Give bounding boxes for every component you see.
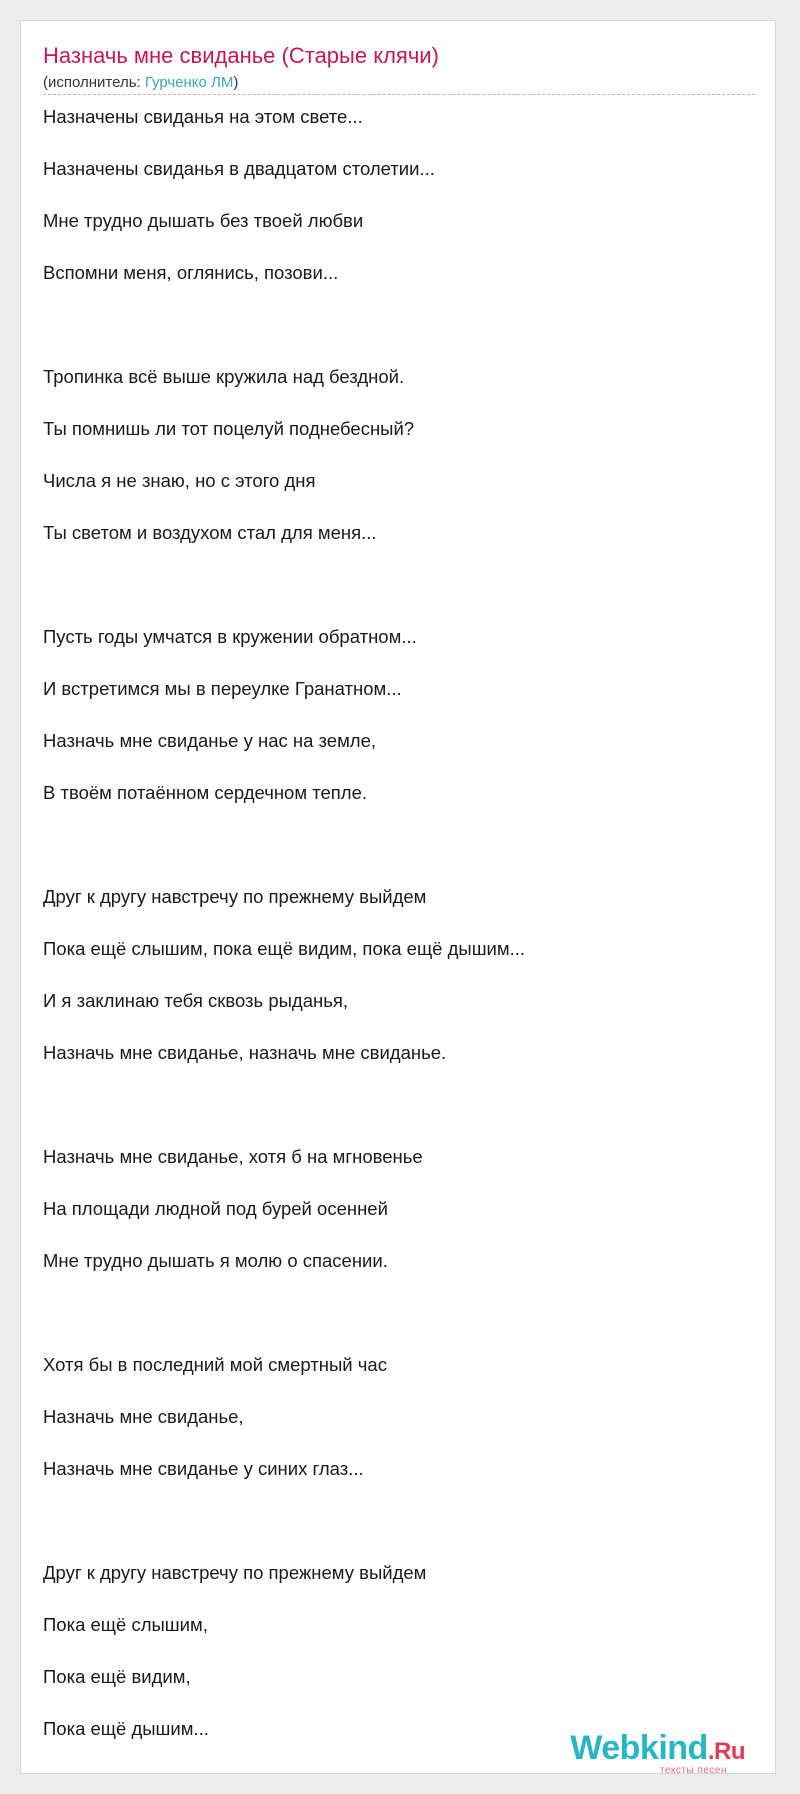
lyric-line: Хотя бы в последний мой смертный час bbox=[43, 1354, 387, 1375]
lyric-line: Пусть годы умчатся в кружении обратном... bbox=[43, 626, 417, 647]
stanza-gap bbox=[43, 567, 743, 619]
lyric-line: Назначь мне свиданье, хотя б на мгновенье bbox=[43, 1146, 423, 1167]
lyric-line: Мне трудно дышать я молю о спасении. bbox=[43, 1250, 388, 1271]
lyric-line: Ты помнишь ли тот поцелуй поднебесный? bbox=[43, 418, 415, 439]
page-title: Назначь мне свиданье (Старые клячи) bbox=[43, 43, 439, 68]
lyric-line: Пока ещё слышим, bbox=[43, 1614, 208, 1635]
artist-link[interactable]: Гурченко ЛМ bbox=[144, 74, 234, 91]
lyric-line: Числа я не знаю, но с этого дня bbox=[43, 470, 316, 491]
lyric-line: И встретимся мы в переулке Гранатном... bbox=[43, 678, 402, 699]
stanza-gap bbox=[43, 1295, 743, 1347]
lyric-line: Тропинка всё выше кружила над бездной. bbox=[43, 366, 405, 387]
lyric-line: Назначены свиданья на этом свете... bbox=[43, 106, 363, 127]
lyric-line: Ты светом и воздухом стал для меня... bbox=[43, 522, 377, 543]
lyric-line: Пока ещё дышим... bbox=[43, 1718, 209, 1739]
lyric-line: Назначь мне свиданье, назначь мне свиданье. bbox=[43, 1042, 447, 1063]
stanza-gap bbox=[43, 1087, 743, 1139]
lyric-line: Назначь мне свиданье у нас на земле, bbox=[43, 730, 377, 751]
lyric-line: Назначь мне свиданье, bbox=[43, 1406, 244, 1427]
lyric-line: На площади людной под бурей осенней bbox=[43, 1198, 388, 1219]
logo-name: Webkind bbox=[570, 1729, 708, 1767]
stanza-gap bbox=[43, 1503, 743, 1555]
page-sheet bbox=[20, 20, 776, 1774]
stanza-gap bbox=[43, 827, 743, 879]
lyric-line: Назначены свиданья в двадцатом столетии... bbox=[43, 158, 435, 179]
logo-wordmark bbox=[570, 1731, 745, 1769]
lyric-line: И я заклинаю тебя сквозь рыданья, bbox=[43, 990, 348, 1011]
title-divider bbox=[43, 94, 755, 95]
site-logo[interactable] bbox=[570, 1731, 745, 1776]
artist-prefix: (исполнитель: bbox=[43, 74, 145, 91]
logo-tagline: тексты песен bbox=[659, 1765, 727, 1776]
artist-suffix: ) bbox=[233, 74, 239, 91]
lyric-line: Мне трудно дышать без твоей любви bbox=[43, 210, 364, 231]
lyric-line: Пока ещё видим, bbox=[43, 1666, 191, 1687]
logo-suffix: .Ru bbox=[707, 1738, 745, 1765]
lyrics-body bbox=[43, 99, 743, 1763]
artist-line bbox=[43, 74, 238, 91]
lyric-line: Пока ещё слышим, пока ещё видим, пока ещё дышим... bbox=[43, 938, 526, 959]
lyric-line: В твоём потаённом сердечном тепле. bbox=[43, 782, 368, 803]
lyric-line: Назначь мне свиданье у синих глаз... bbox=[43, 1458, 364, 1479]
lyric-line: Вспомни меня, оглянись, позови... bbox=[43, 262, 339, 283]
lyric-line: Друг к другу навстречу по прежнему выйдем bbox=[43, 1562, 427, 1583]
stanza-gap bbox=[43, 307, 743, 359]
lyric-line: Друг к другу навстречу по прежнему выйдем bbox=[43, 886, 427, 907]
